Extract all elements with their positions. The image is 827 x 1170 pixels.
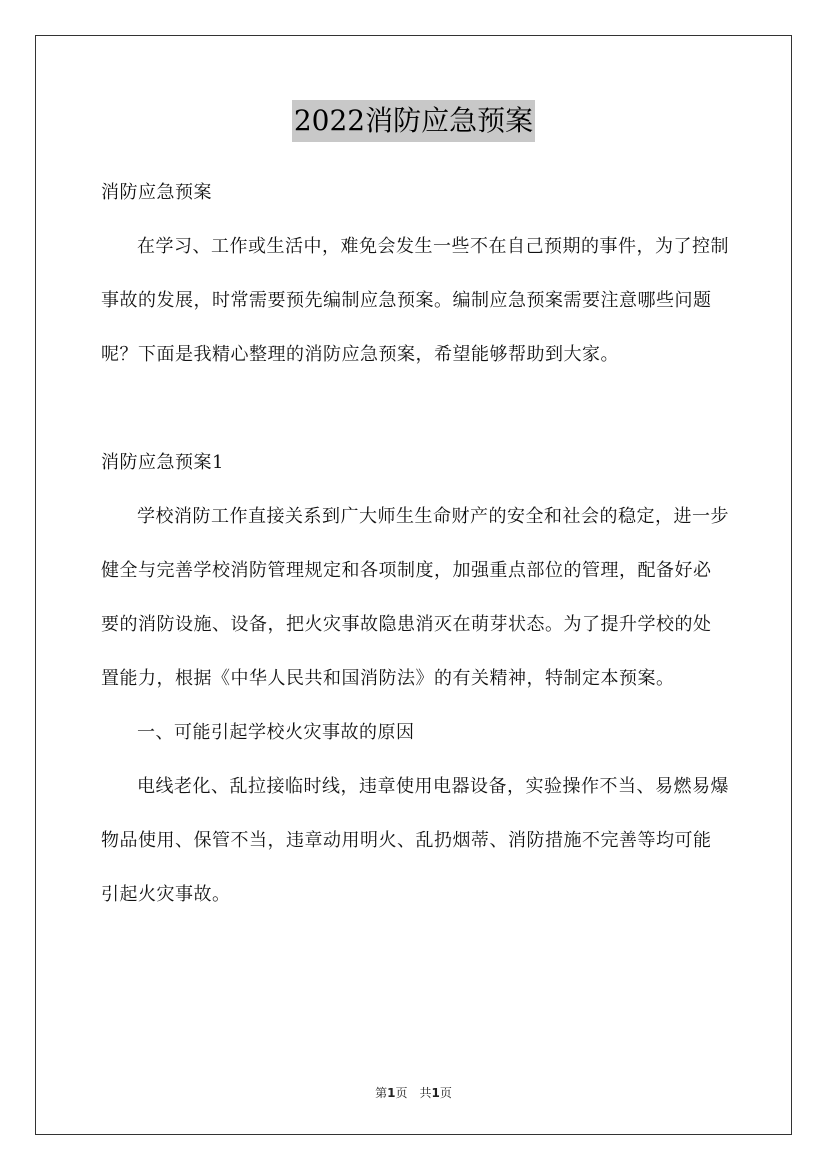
subtitle: 消防应急预案	[101, 182, 212, 203]
section-paragraph-2: 电线老化、乱拉接临时线，违章使用电器设备，实验操作不当、易燃易爆物品使用、保管不当，违章动用明火、乱扔烟蒂、消防措施不完善等均可能引起火灾事故。	[101, 776, 729, 905]
page-label-mid: 页 共	[395, 1086, 432, 1100]
title-container	[0, 100, 827, 142]
page-current: 1	[387, 1086, 396, 1100]
intro-paragraph: 在学习、工作或生活中，难免会发生一些不在自己预期的事件，为了控制事故的发展，时常需要预先编制应急预案。编制应急预案需要注意哪些问题呢？下面是我精心整理的消防应急预案，希望能够帮助到大家。	[101, 236, 729, 365]
document-body	[101, 166, 729, 922]
section-spacer	[101, 382, 729, 436]
section-subheading: 一、可能引起学校火灾事故的原因	[137, 722, 415, 743]
document-title: 2022消防应急预案	[292, 100, 535, 142]
page-total: 1	[431, 1086, 440, 1100]
page-label-prefix: 第	[375, 1086, 388, 1100]
page-label-suffix: 页	[439, 1086, 452, 1100]
section-paragraph-1: 学校消防工作直接关系到广大师生生命财产的安全和社会的稳定，进一步健全与完善学校消防管理规定和各项制度，加强重点部位的管理，配备好必要的消防设施、设备，把火灾事故隐患消灭在萌芽状态。为了提升学校的处置能力，根据《中华人民共和国消防法》的有关精神，特制定本预案。	[101, 506, 729, 689]
section-heading: 消防应急预案1	[101, 452, 224, 473]
page-footer	[0, 1084, 827, 1101]
